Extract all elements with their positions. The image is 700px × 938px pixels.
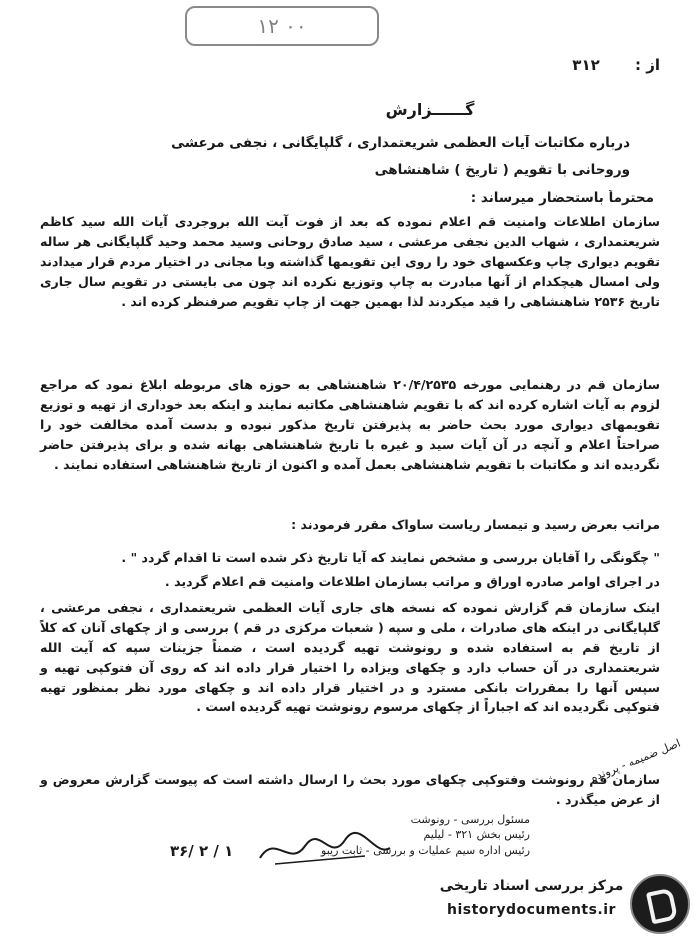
archive-logo	[436, 872, 698, 932]
subject-line-2: وروحانی با تقویم ( تاریخ ) شاهنشاهی	[374, 162, 630, 178]
paragraph-5: در اجرای اوامر صادره اوراق و مراتب بسازمان اطلاعات وامنیت قم اعلام گردید .	[164, 574, 660, 589]
document-title: گــــــزارش	[385, 100, 475, 119]
paragraph-1: سازمان اطلاعات وامنیت قم اعلام نموده که بعد از فوت آیت الله بروجردی آیات الله سید کاظم شریعتمداری ، شهاب الدین نجفی مرعشی ، سید صادق روحانی وسید محمد وحید گلپایگانی هر ساله تقویم دیواری چاپ وعکسهای خود را روی این تقویمها گذاشته وبا مجانی در اختیار مردم قرار میدادند ولی امسال هیچکدام از آنها مبادرت به چاپ وتوزیع نکرده اند چون می بایستی در تقویم سال جاری تاریخ ۲۵۳۶ شاهنشاهی را قید میکردند لذا بهمین جهت از چاپ تقویم صرفنظر کرده اند .	[40, 214, 660, 309]
handwritten-signature	[255, 828, 395, 872]
from-value: ۳۱۲	[572, 56, 600, 74]
signature-line-2: رئیس بخش ۳۲۱ - لیلیم	[423, 828, 530, 842]
logo-url: historydocuments.ir	[447, 902, 616, 918]
paragraph-2: سازمان قم در رهنمایی مورخه ۲۰/۴/۲۵۳۵ شاهنشاهی به حوزه های مربوطه ابلاغ نمود که مراجع لزوم به آیات اشاره کرده اند که با تقویم شاهنشاهی مکاتبه نمایند و اینکه بعد خوداری از تهیه و توزیع تقویمهای دیواری مورد بحث حاضر به پذیرفتن تاریخ مذکور نبوده و بدست آمده مخالفت خود را صراحتاً اعلام و آنچه در آن آیات سید و غیره با تاریخ شاهنشاهی بهانه شده و برای پذیرفتن حاضر نگردیده اند و مکاتبات با تقویم شاهنشاهی بعمل آمده و اکنون از تاریخ شاهنشاهی استفاده نمایند .	[40, 377, 660, 472]
from-line	[460, 56, 660, 74]
signature-line-3: رئیس اداره سیم عملیات و بررسی - ثابت ریبو	[321, 843, 530, 857]
margin-handwritten-note: اصل ضمیمه - پرونده	[588, 736, 683, 785]
from-label: از :	[635, 56, 660, 74]
stamp-text: ۱۲ ۰۰	[257, 14, 307, 38]
subject-line-1: درباره مکاتبات آیات العظمی شریعتمداری ، گلپایگانی ، نجفی مرعشی	[171, 135, 630, 151]
paragraph-6: اینک سازمان قم گزارش نموده که نسخه های جاری آیات العظمی شریعتمداری ، نجفی مرعشی ، گلپایگانی در اینکه های صادرات ، ملی و سپه ( شعبات مرکزی در قم ) بررسی و از چکهای آنان که کلاً از تاریخ قم به استفاده شده و رونوشت تهیه گردیده است ، ضمناً جزینات سپه که آیت الله شریعتمداری در آن حساب دارد و چکهای ویزاده را اختیار قرار داده اند که روی آن فتوکپی تهیه و سپس آنها را بمقررات بانکی مسترد و در اختیار قرار داده اند و چکهای مورد نظر بمنظور تهیه فتوکپی نگردیده اند که اجباراً از چکهای مرسوم رونوشت تهیه گردیده است .	[40, 600, 660, 715]
header-stamp	[185, 6, 379, 46]
signature-line-1: مسئول بررسی - رونوشت	[410, 813, 530, 826]
salutation: محترماً باستحضار میرساند :	[470, 190, 654, 206]
paragraph-7: سازمان قم رونوشت وفتوکپی چکهای مورد بحث را ارسال داشته است که پیوست گزارش معروض و از عرض میگذرد .	[40, 772, 660, 807]
document-archive-icon	[630, 874, 690, 934]
logo-title: مرکز بررسی اسناد تاریخی	[439, 878, 624, 894]
paragraph-3: مراتب بعرض رسید و تیمسار ریاست ساواک مقرر فرمودند :	[291, 517, 660, 532]
paragraph-4-quote: " چگونگی را آقایان بررسی و مشخص نمایند که آیا تاریخ ذکر شده است تا اقدام گردد " .	[121, 550, 660, 565]
document-date: ۳۶/ ۲ / ۱	[170, 842, 234, 860]
